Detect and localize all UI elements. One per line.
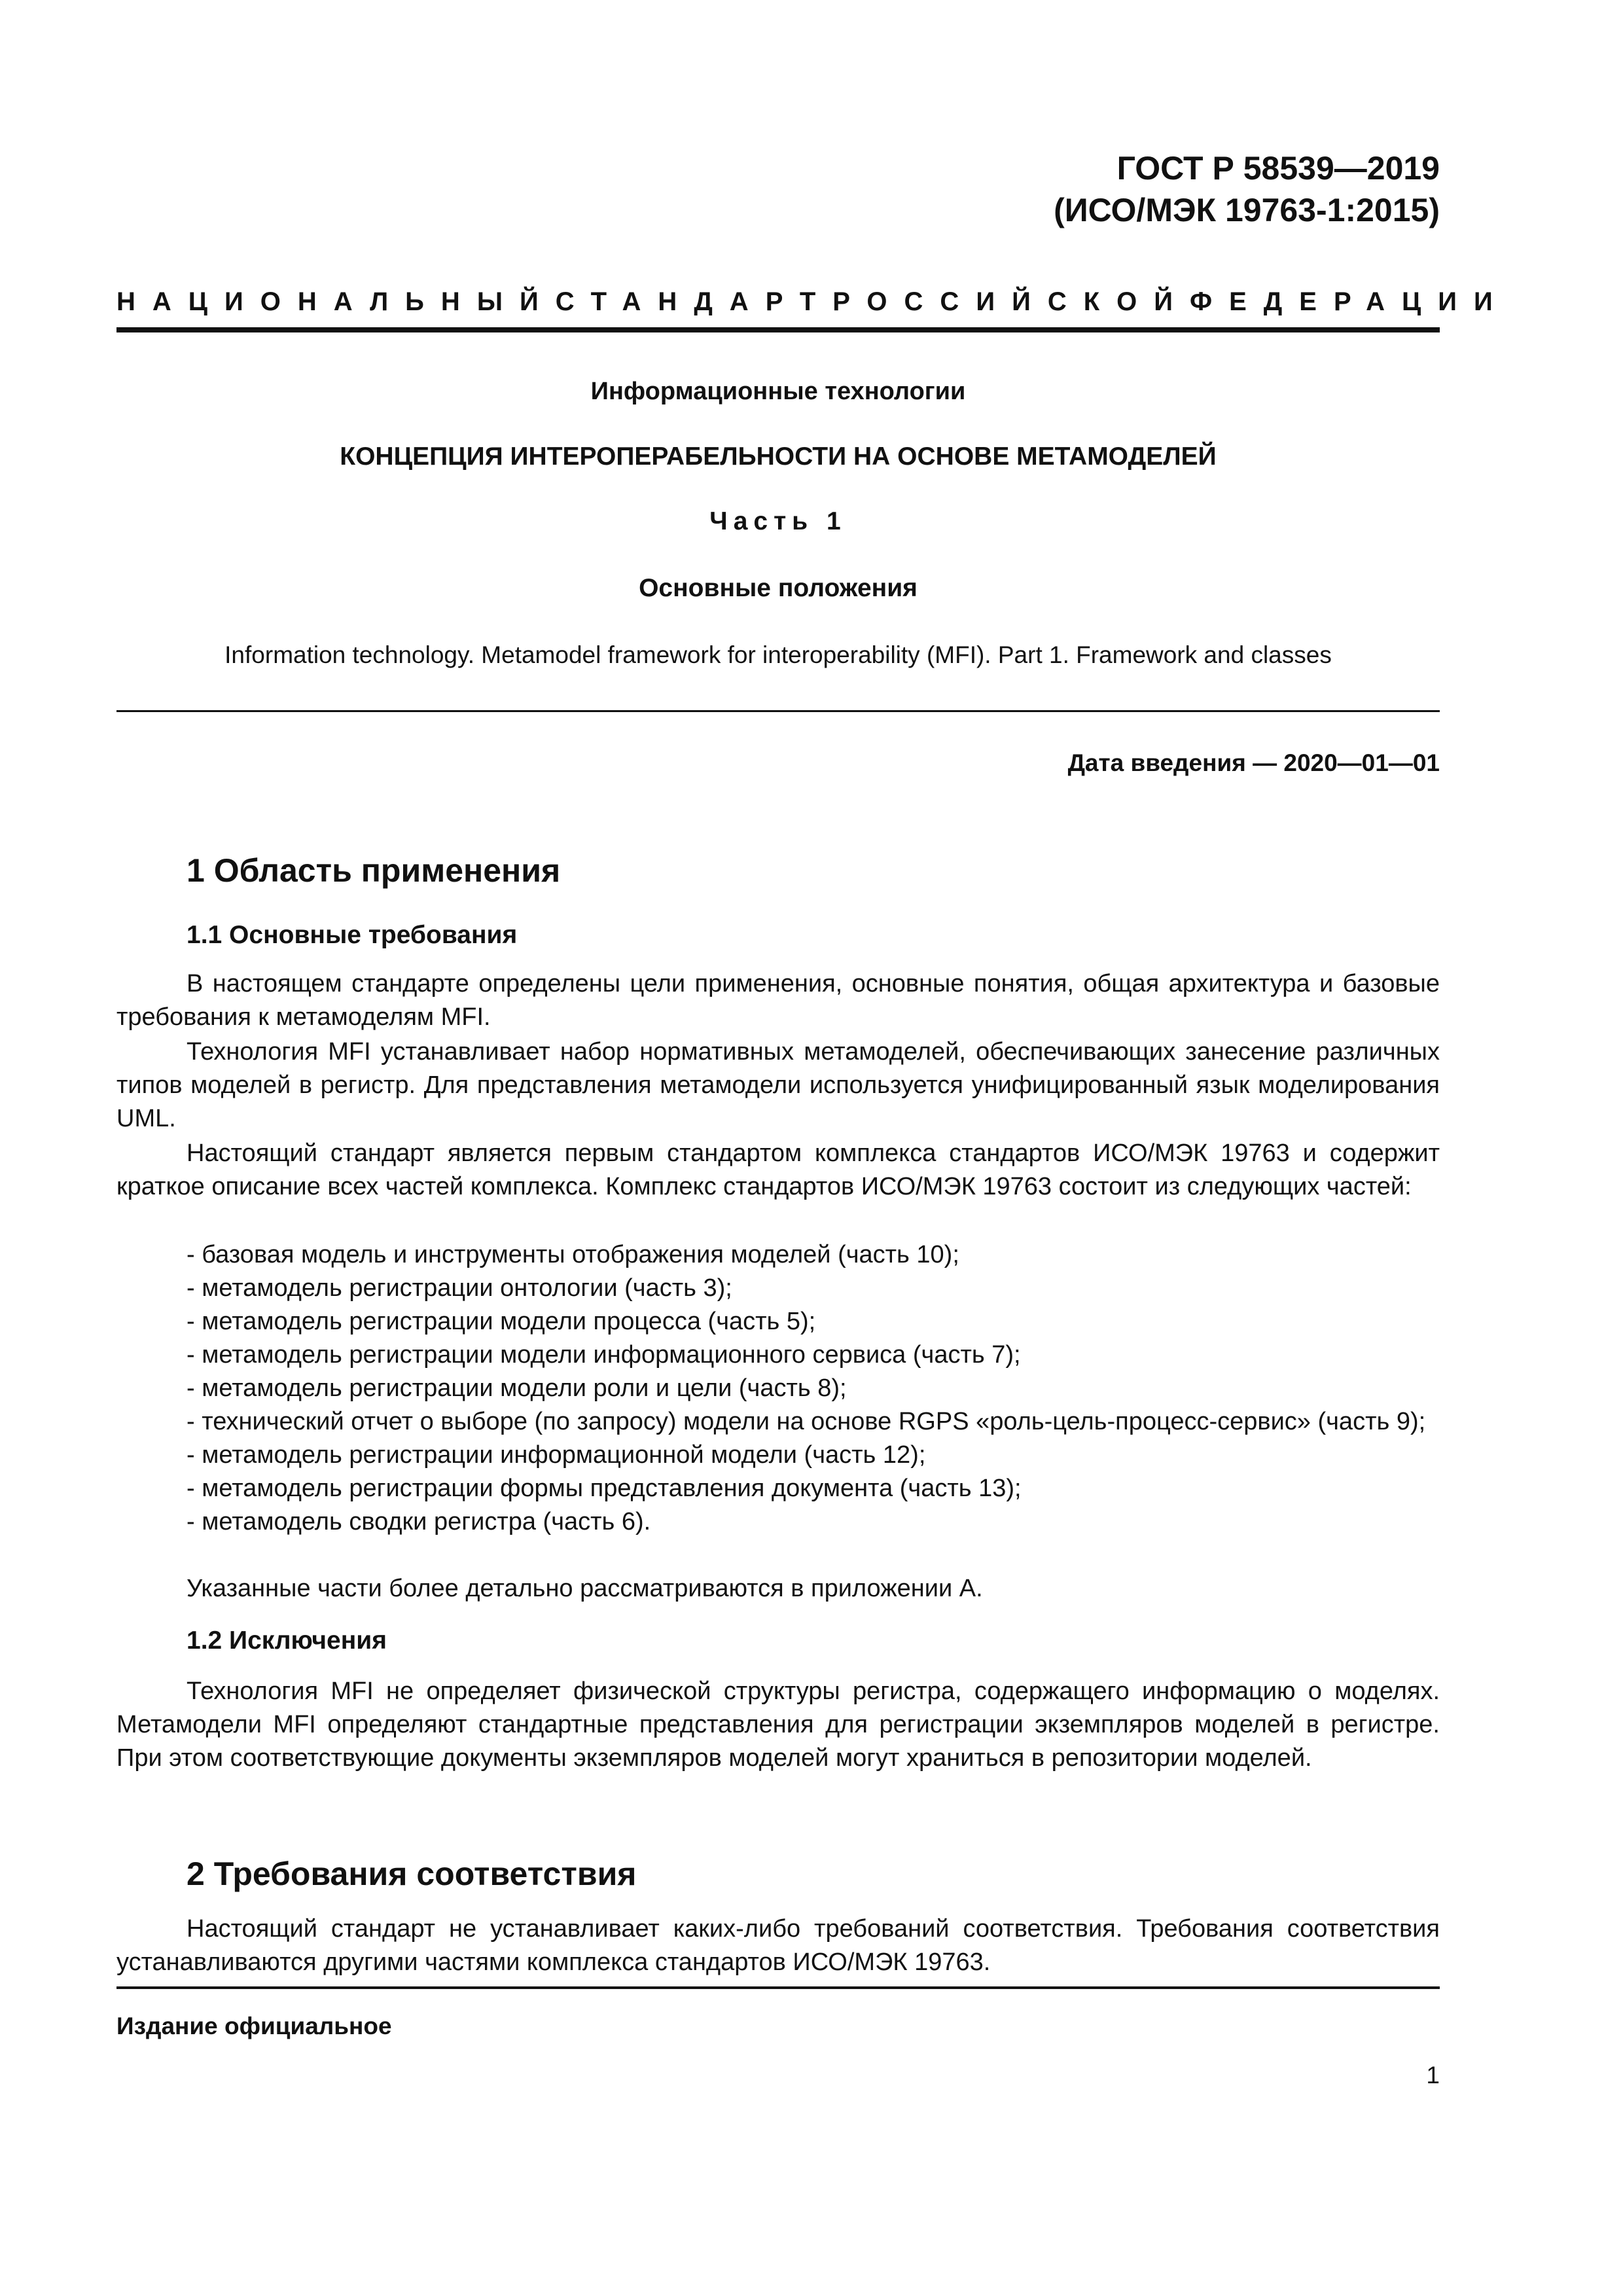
title-part: Часть 1 (709, 507, 847, 535)
banner-word: СТАНДАРТ (555, 287, 833, 316)
list-item: - метамодель регистрации онтологии (часть 3); (187, 1274, 732, 1302)
section-2-heading: 2 Требования соответствия (187, 1856, 637, 1892)
national-standard-banner (116, 285, 1510, 319)
paragraph-1-1-d: Указанные части более детально рассматриваются в приложении А. (187, 1575, 983, 1602)
standard-code-iso: (ИСО/МЭК 19763-1:2015) (1054, 192, 1440, 228)
banner-word: РОССИЙСКОЙ (832, 287, 1190, 316)
list-item: - метамодель регистрации модели процесса (часть 5); (187, 1308, 816, 1335)
section-1-heading: 1 Область применения (187, 852, 561, 889)
paragraph-2: Настоящий стандарт не устанавливает каких-либо требований соответствия. Требования соответствия устанавливаются другими частями комплекса стандартов ИСО/МЭК 19763. (116, 1915, 1440, 1976)
introduction-date: Дата введения — 2020—01—01 (1067, 749, 1440, 776)
title-part-name: Основные положения (639, 574, 918, 602)
list-item: - метамодель сводки регистра (часть 6). (187, 1508, 651, 1535)
title-rule (116, 710, 1440, 712)
standard-code (785, 147, 1440, 231)
title-area: Информационные технологии (590, 378, 966, 405)
list-item: - базовая модель и инструменты отображения моделей (часть 10); (187, 1241, 959, 1268)
list-item: - метамодель регистрации формы представления документа (часть 13); (187, 1475, 1022, 1502)
paragraph-1-1-a: В настоящем стандарте определены цели применения, основные понятия, общая архитектура и базовые требования к метамоделям MFI. (116, 970, 1440, 1031)
paragraph-1-1-c: Настоящий стандарт является первым стандартом комплекса стандартов ИСО/МЭК 19763 и содержит краткое описание всех частей комплекса. Комплекс стандартов ИСО/МЭК 19763 состоит из следующих частей: (116, 1139, 1440, 1200)
banner-word: НАЦИОНАЛЬНЫЙ (116, 287, 556, 316)
parts-list (116, 1238, 1440, 1539)
page-number: 1 (1426, 2062, 1440, 2089)
title-english: Information technology. Metamodel framework for interoperability (MFI). Part 1. Framework and classes (224, 641, 1332, 668)
subsection-1-2-heading: 1.2 Исключения (187, 1626, 387, 1655)
banner-rule (116, 327, 1440, 332)
list-item: - технический отчет о выборе (по запросу) модели на основе RGPS «роль-цель-процесс-сервис» (часть 9); (187, 1408, 1426, 1435)
footer-rule (116, 1986, 1440, 1989)
paragraph-1-1-b: Технология MFI устанавливает набор нормативных метамоделей, обеспечивающих занесение различных типов моделей в регистр. Для представления метамодели используется унифицированный язык моделирования UML. (116, 1038, 1440, 1132)
list-item: - метамодель регистрации модели информационного сервиса (часть 7); (187, 1341, 1021, 1369)
standard-code-gost: ГОСТ Р 58539—2019 (1116, 150, 1440, 187)
list-item: - метамодель регистрации информационной модели (часть 12); (187, 1441, 926, 1469)
paragraph-1-2: Технология MFI не определяет физической структуры регистра, содержащего информацию о моделях. Метамодели MFI определяют стандартные представления для регистрации экземпляров моделей в регистре. При этом соответствующие документы экземпляров моделей могут храниться в репозитории моделей. (116, 1677, 1440, 1772)
title-main: КОНЦЕПЦИЯ ИНТЕРОПЕРАБЕЛЬНОСТИ НА ОСНОВЕ МЕТАМОДЕЛЕЙ (340, 442, 1217, 471)
banner-word: ФЕДЕРАЦИИ (1189, 287, 1510, 316)
subsection-1-1-heading: 1.1 Основные требования (187, 921, 518, 949)
list-item: - метамодель регистрации модели роли и цели (часть 8); (187, 1374, 847, 1402)
edition-label: Издание официальное (116, 2013, 392, 2039)
